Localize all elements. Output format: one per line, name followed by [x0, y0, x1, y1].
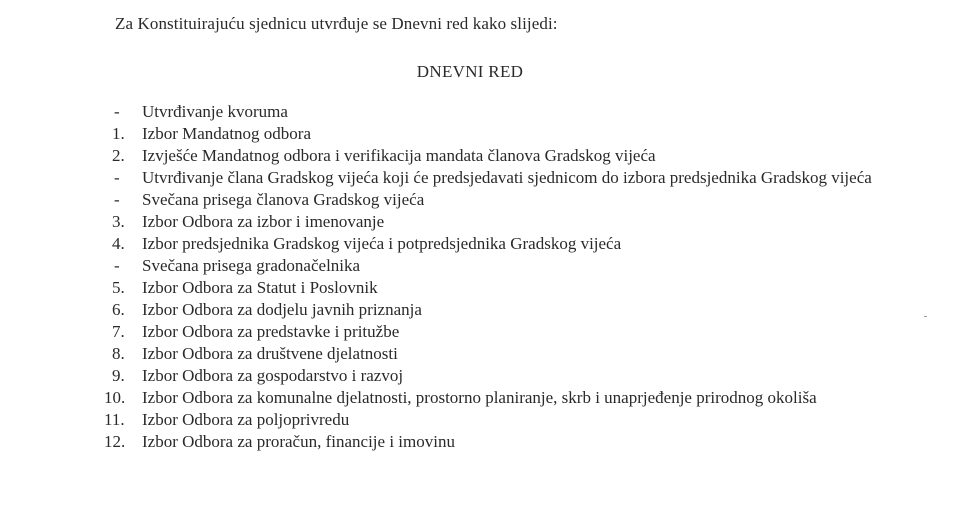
agenda-item-marker: 12.	[104, 432, 126, 451]
agenda-item-text: Izbor Odbora za predstavke i pritužbe	[142, 322, 400, 341]
agenda-item-marker: 2.	[112, 146, 125, 165]
agenda-item	[104, 409, 884, 431]
agenda-item	[104, 365, 884, 387]
agenda-list	[104, 101, 884, 453]
agenda-item-marker: 7.	[112, 322, 125, 341]
agenda-item	[104, 233, 884, 255]
agenda-item-text: Izbor Odbora za društvene djelatnosti	[142, 344, 398, 363]
agenda-item-marker: 3.	[112, 212, 125, 231]
agenda-item	[104, 101, 884, 123]
agenda-item-marker: 5.	[112, 278, 125, 297]
scan-speck	[924, 316, 927, 317]
agenda-item-marker: 10.	[104, 388, 126, 407]
agenda-item-text: Izvješće Mandatnog odbora i verifikacija mandata članova Gradskog vijeća	[142, 146, 656, 165]
agenda-item-marker: 6.	[112, 300, 125, 319]
agenda-item	[104, 431, 884, 453]
agenda-item-text: Utvrđivanje člana Gradskog vijeća koji će predsjedavati sjednicom do izbora predsjednika Gradskog vijeća	[142, 168, 872, 187]
agenda-item-marker: 8.	[112, 344, 125, 363]
agenda-item	[104, 123, 884, 145]
agenda-item	[104, 145, 884, 167]
agenda-item	[104, 167, 884, 189]
agenda-item-marker: 9.	[112, 366, 125, 385]
agenda-item-text: Izbor Odbora za komunalne djelatnosti, prostorno planiranje, skrb i unaprjeđenje prirodnog okoliša	[142, 388, 817, 407]
intro-text: Za Konstituirajuću sjednicu utvrđuje se Dnevni red kako slijedi:	[115, 14, 558, 33]
agenda-item-marker: -	[114, 190, 120, 209]
agenda-item-marker: -	[114, 256, 120, 275]
agenda-item-marker: 11.	[104, 410, 125, 429]
agenda-item-marker: -	[114, 102, 120, 121]
agenda-item-text: Izbor Odbora za dodjelu javnih priznanja	[142, 300, 422, 319]
agenda-item-text: Svečana prisega gradonačelnika	[142, 256, 361, 275]
agenda-item-text: Izbor Odbora za izbor i imenovanje	[142, 212, 385, 231]
agenda-item	[104, 211, 884, 233]
agenda-item	[104, 189, 884, 211]
agenda-item	[104, 343, 884, 365]
agenda-heading: DNEVNI RED	[416, 62, 524, 81]
agenda-item-text: Izbor Mandatnog odbora	[142, 124, 312, 143]
agenda-item-text: Izbor Odbora za Statut i Poslovnik	[142, 278, 378, 297]
agenda-item-text: Utvrđivanje kvoruma	[142, 102, 288, 121]
agenda-item-text: Izbor predsjednika Gradskog vijeća i potpredsjednika Gradskog vijeća	[142, 234, 622, 253]
agenda-item	[104, 299, 884, 321]
agenda-item-text: Izbor Odbora za gospodarstvo i razvoj	[142, 366, 404, 385]
agenda-item	[104, 387, 884, 409]
agenda-item	[104, 321, 884, 343]
agenda-item-text: Izbor Odbora za proračun, financije i imovinu	[142, 432, 455, 451]
agenda-item	[104, 277, 884, 299]
agenda-item-text: Svečana prisega članova Gradskog vijeća	[142, 190, 425, 209]
agenda-item-text: Izbor Odbora za poljoprivredu	[142, 410, 350, 429]
agenda-item-marker: 1.	[112, 124, 125, 143]
agenda-item	[104, 255, 884, 277]
agenda-item-marker: -	[114, 168, 120, 187]
agenda-item-marker: 4.	[112, 234, 125, 253]
